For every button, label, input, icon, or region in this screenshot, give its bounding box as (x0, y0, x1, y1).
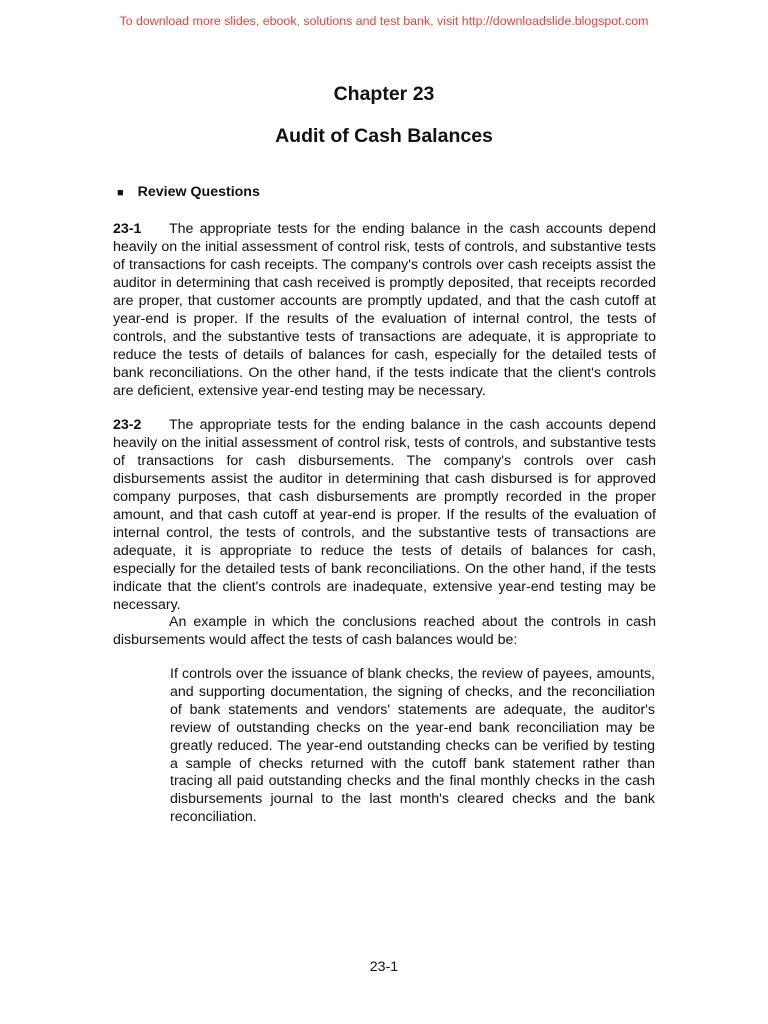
question-paragraph (113, 220, 656, 400)
section-heading-text: Review Questions (137, 184, 260, 200)
chapter-title: Audit of Cash Balances (275, 125, 493, 147)
download-banner: To download more slides, ebook, solutions and test bank, visit http://downloadslide.blogspot.com (119, 14, 649, 28)
question-text: The appropriate tests for the ending balance in the cash accounts depend heavily on the initial assessment of control risk, tests of controls, and substantive tests of transactions for cash disbursements. The company's controls over cash disbursements assist the auditor in determining that cash disbursed is for approved company purposes, that cash disbursements are promptly recorded in the proper amount, and that cash cutoff at year-end is proper. If the results of the evaluation of internal control, the tests of controls, and the substantive tests of transactions are adequate, it is appropriate to reduce the tests of details of balances for cash, especially for the detailed tests of bank reconciliations. On the other hand, if the tests indicate that the client's controls are inadequate, extensive year-end testing may be necessary. (113, 417, 656, 613)
section-heading (117, 184, 260, 200)
question-number: 23-2 (113, 417, 142, 433)
page-number: 23-1 (369, 959, 399, 975)
example-quote-paragraph: If controls over the issuance of blank checks, the review of payees, amounts, and supporting documentation, the signing of checks, and the reconciliation of bank statements and vendors' statements are adequate, the auditor's review of outstanding checks on the year-end bank reconciliation may be greatly reduced. The year-end outstanding checks can be verified by testing a sample of checks returned with the cutoff bank statement rather than tracing all paid outstanding checks and the final monthly checks in the cash disbursements journal to the last month's cleared checks and the bank reconciliation. (170, 666, 655, 826)
square-bullet-icon: ■ (117, 187, 124, 199)
question-number: 23-1 (113, 221, 142, 237)
question-paragraph (113, 416, 656, 614)
question-text: The appropriate tests for the ending balance in the cash accounts depend heavily on the initial assessment of control risk, tests of controls, and substantive tests of transactions for cash receipts. The company's controls over cash receipts assist the auditor in determining that cash received is promptly deposited, that receipts recorded are proper, that customer accounts are promptly updated, and that the cash cutoff at year-end is proper. If the results of the evaluation of internal control, the tests of controls, and the substantive tests of transactions are adequate, it is appropriate to reduce the tests of details of balances for cash, especially for the detailed tests of bank reconciliations. On the other hand, if the tests indicate that the client's controls are deficient, extensive year-end testing may be necessary. (113, 221, 656, 399)
chapter-heading: Chapter 23 (333, 83, 435, 105)
example-intro-paragraph: An example in which the conclusions reached about the controls in cash disbursements would affect the tests of cash balances would be: (113, 614, 656, 648)
